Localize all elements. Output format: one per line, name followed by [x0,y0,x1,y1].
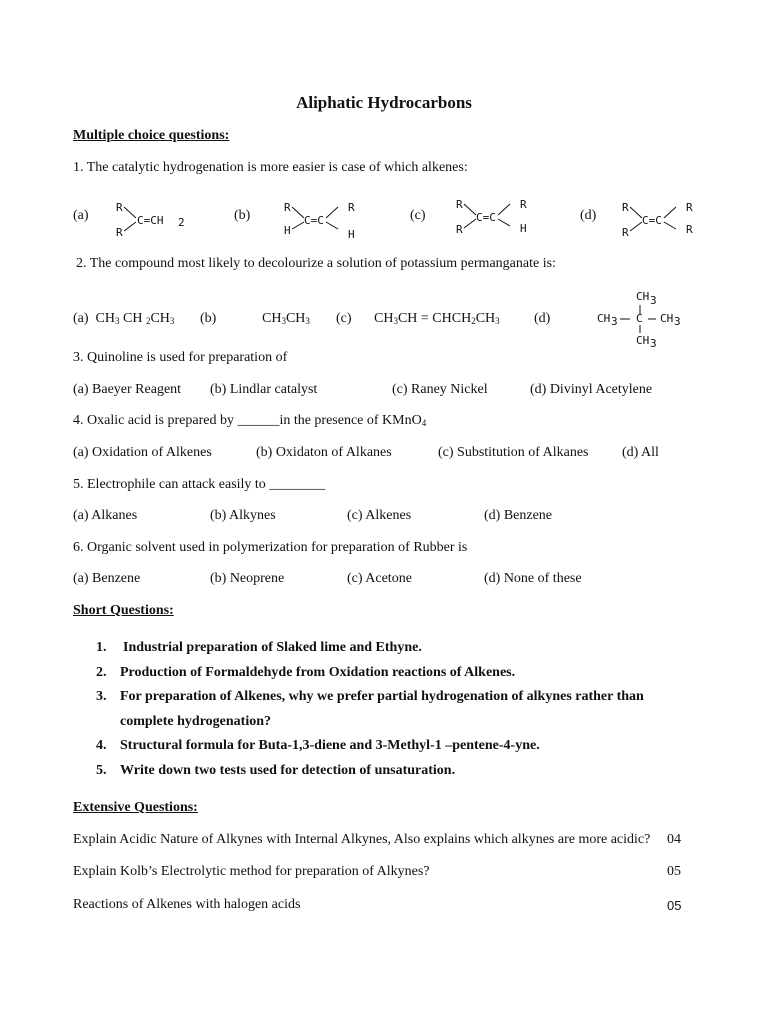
question-5-text: 5. Electrophile can attack easily to ________ [73,477,326,492]
short-question-text: Structural formula for Buta-1,3-diene and 3-Methyl-1 –pentene-4-yne. [120,738,540,753]
q1b-bond-br [326,222,338,229]
q1a-core-sub: 2 [178,216,185,229]
q6-option-d: (d) None of these [484,571,582,586]
short-question-number: 5. [96,763,107,778]
q1b-bond-bl [292,222,304,229]
q1a-r-top: R [116,201,123,214]
q1a-bond-bottom [124,222,136,231]
q2d-center: C [636,312,643,325]
q2c-part: CH = CHCH [397,311,472,326]
short-question-number: 2. [96,665,107,680]
q2c-part: CH [475,311,496,326]
q2a-sub: 3 [115,316,120,326]
q3-option-c: (c) Raney Nickel [392,382,488,397]
q2a-sub: 3 [169,316,175,326]
q2d-bottom-ch: CH [636,334,650,347]
extensive-question-text: Explain Acidic Nature of Alkynes with Internal Alkynes, Also explains which alkynes are more acidic? [73,832,651,847]
q2b-part: CH [285,311,306,326]
q4-option-a: (a) Oxidation of Alkenes [73,445,212,460]
q1-structure-c [450,195,540,237]
q1d-top-right: R [686,201,693,214]
q1d-bond-bl [630,222,642,231]
q1b-bond-tr [326,207,338,218]
short-question-number: 1. [96,640,107,655]
q1b-bottom-right: H [348,228,355,240]
q1c-bond-tr [498,204,510,215]
q1-option-b-label: (b) [234,208,251,223]
short-question-item [96,738,540,754]
q1c-bond-bl [464,219,476,228]
q1d-bond-br [664,222,676,229]
q1-structure-a [110,198,200,240]
short-question-text: Industrial preparation of Slaked lime and Ethyne. [123,640,422,655]
short-question-text: For preparation of Alkenes, why we prefer partial hydrogenation of alkynes rather than [120,689,644,704]
q1-option-d-label: (d) [580,208,597,223]
short-questions-heading: Short Questions: [73,603,174,618]
question-2-text: 2. The compound most likely to decolourize a solution of potassium permanganate is: [76,256,556,271]
q1c-top-right: R [520,198,527,211]
q2-option-b [262,311,310,327]
short-question-item [96,763,455,779]
q2d-top-ch: CH [636,290,650,303]
q6-option-c: (c) Acetone [347,571,412,586]
q2-structure-d [594,286,694,350]
short-question-text: Write down two tests used for detection of unsaturation. [120,763,456,778]
short-question-item [96,689,644,705]
q2a-part: CH [119,311,146,326]
q2c-part: CH [374,311,394,326]
extensive-question-marks: 04 [667,832,681,847]
q2d-bottom-sub: 3 [650,337,657,350]
question-3-text: 3. Quinoline is used for preparation of [73,350,288,365]
q2-option-a [73,311,174,327]
q2d-right-ch: CH [660,312,674,325]
extensive-question-text: Explain Kolb’s Electrolytic method for preparation of Alkynes? [73,864,430,879]
q4-option-c: (c) Substitution of Alkanes [438,445,589,460]
q1a-core: C=CH [137,214,164,227]
q4-text-main: 4. Oxalic acid is prepared by ______in the presence of KMnO [73,413,422,428]
q1-option-c-label: (c) [410,208,426,223]
q1c-bond-br [498,219,510,226]
q2-option-c-label: (c) [336,311,352,326]
q1b-bottom-left: H [284,224,291,237]
q2c-sub: 2 [471,316,476,326]
q6-option-a: (a) Benzene [73,571,141,586]
q4-option-d: (d) All [622,445,659,460]
extensive-question-marks: 05 [667,898,682,913]
q2d-left-sub: 3 [611,315,618,328]
short-question-text: complete hydrogenation? [120,714,272,729]
q2d-left-ch: CH [597,312,611,325]
q6-option-b: (b) Neoprene [210,571,285,586]
q3-option-b: (b) Lindlar catalyst [210,382,318,397]
q4-text-sub: 4 [421,418,427,428]
q1c-bond-tl [464,204,476,215]
q5-option-a: (a) Alkanes [73,508,138,523]
short-question-item-continued [96,714,271,730]
page-title: Aliphatic Hydrocarbons [296,93,472,112]
q2a-sub: 2 [145,316,151,326]
q5-option-c: (c) Alkenes [347,508,412,523]
q1d-core: C=C [642,214,662,227]
q4-option-b: (b) Oxidaton of Alkanes [256,445,392,460]
short-question-item [96,665,515,681]
q3-option-d: (d) Divinyl Acetylene [530,382,653,397]
q5-option-b: (b) Alkynes [210,508,276,523]
q2-option-c [374,311,500,327]
q1c-core: C=C [476,211,496,224]
q2b-sub: 3 [305,316,310,326]
short-question-text: Production of Formaldehyde from Oxidation reactions of Alkenes. [120,665,516,680]
short-question-number: 4. [96,738,107,753]
q2b-sub: 3 [281,316,286,326]
q1c-top-left: R [456,198,463,211]
q1b-top-left: R [284,201,291,214]
q2-option-d-label: (d) [534,311,551,326]
q1b-bond-tl [292,207,304,218]
q5-option-d: (d) Benzene [484,508,553,523]
extensive-question-text: Reactions of Alkenes with halogen acids [73,897,301,912]
q1b-core: C=C [304,214,324,227]
mcq-heading: Multiple choice questions: [73,128,230,143]
q1a-bond-top [124,207,136,218]
q2c-sub: 3 [495,316,500,326]
q1d-bottom-left: R [622,226,629,239]
q1a-r-bottom: R [116,226,123,239]
q1c-bottom-right: H [520,222,527,235]
q1d-top-left: R [622,201,629,214]
q2-option-b-label: (b) [200,311,217,326]
q1d-bond-tr [664,207,676,218]
q1-structure-b [278,198,368,240]
q1-structure-d [616,198,706,240]
q1d-bottom-right: R [686,223,693,236]
q1c-bottom-left: R [456,223,463,236]
q2b-part: CH [262,311,282,326]
q1-option-a-label: (a) [73,208,89,223]
q2d-right-sub: 3 [674,315,681,328]
extensive-question-marks: 05 [667,864,681,879]
q2-option-a-label: (a) [73,311,89,326]
question-6-text: 6. Organic solvent used in polymerization for preparation of Rubber is [73,540,468,555]
q1d-bond-tl [630,207,642,218]
question-4-text [73,413,426,429]
q2d-top-sub: 3 [650,294,657,307]
q2a-part: CH [95,311,115,326]
short-question-item [96,640,422,656]
question-1-text: 1. The catalytic hydrogenation is more easier is case of which alkenes: [73,160,468,175]
short-question-number: 3. [96,689,107,704]
q2a-part: CH [150,311,170,326]
extensive-questions-heading: Extensive Questions: [73,800,198,815]
q1b-top-right: R [348,201,355,214]
q2c-sub: 3 [393,316,398,326]
q3-option-a: (a) Baeyer Reagent [73,382,182,397]
